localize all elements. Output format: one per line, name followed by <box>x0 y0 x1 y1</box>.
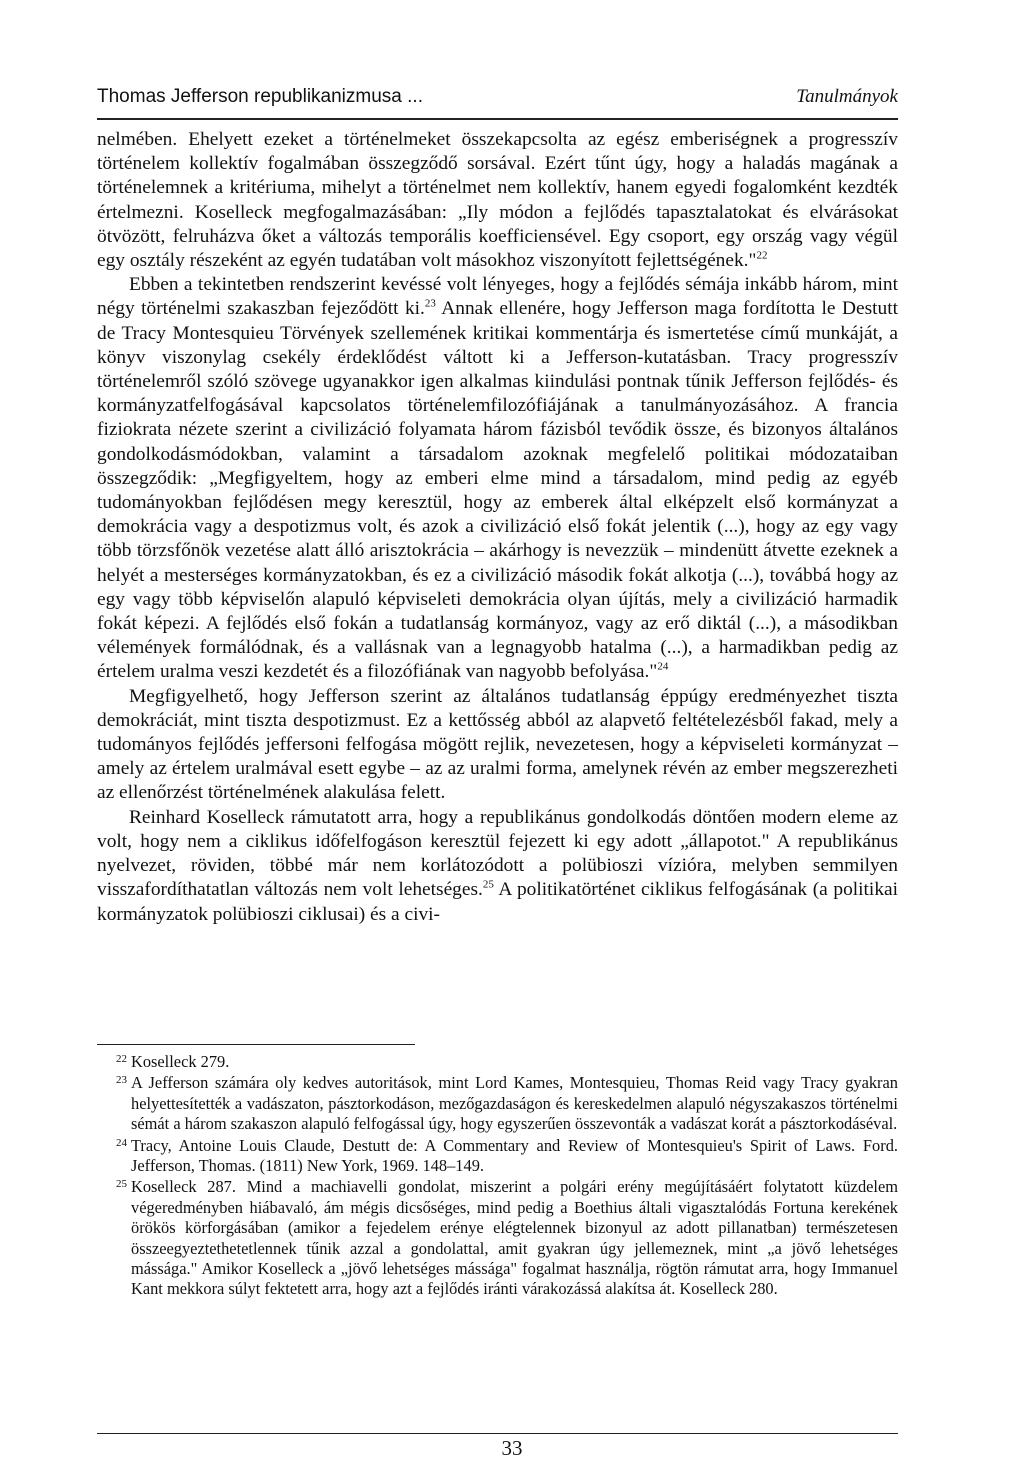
footnote-25 <box>97 1177 898 1299</box>
footnote-text: Tracy, Antoine Louis Claude, Destutt de: A Commentary and Review of Montesquieu's Spirit of Laws. Ford. Jefferson, Thomas. (1811) New York, 1969. 148–149. <box>131 1135 898 1176</box>
section-label: Tanulmányok <box>796 86 898 107</box>
footnote-22 <box>97 1052 898 1072</box>
footnote-text: Koselleck 287. Mind a machiavelli gondolat, miszerint a polgári erény megújításáért folytatott küzdelem végeredményben hiábavaló, ám mégis dicsőséges, mind pedig a Boethius általi vigasztalódás Fortuna kerekének örökös körforgásában (amikor a fejedelem erénye elégtelennek bizonyul az adott pillanatban) természetesen összeegyeztethetetlennek tűnik azzal a gondolattal, amit gyakran úgy jellemeznek, mint „a jövő lehetséges mássága." Amikor Koselleck a „jövő lehetséges mássága" fogalmat használja, rögtön rámutat arra, hogy Immanuel Kant mekkora súlyt fektetett arra, hogy azt a fejlődés iránti várakozássá alakítsa át. Koselleck 280. <box>131 1177 898 1299</box>
paragraph-4 <box>97 806 898 927</box>
paragraph-3: Megfigyelhető, hogy Jefferson szerint az általános tudatlanság éppúgy eredményezhet tiszta demokráciát, mint tiszta despotizmust. Ez a kettősség abból az alapvető feltételezésből fakad, mely a tudományos fejlődés jeffersoni felfogása mögött rejlik, nevezetesen, hogy a képviseleti kormányzat – amely az értelem uralmával esett egybe – az az uralmi forma, amelynek révén az ember megszerezheti az ellenőrzést történelmének alakulása felett. <box>97 685 898 804</box>
paragraph-1 <box>97 128 898 273</box>
footnote-number: 23 <box>116 1074 127 1087</box>
running-header <box>97 86 898 108</box>
footnote-number: 22 <box>116 1053 127 1065</box>
paragraph-2-text-b: Annak ellenére, hogy Jefferson maga fordította le Destutt de Tracy Montesquieu Törvények szellemének kritikai kommentárja és ismertetése című munkáját, a könyv viszonylag csekély érdeklődést váltott ki a Jefferson-kutatásban. Tracy progresszív történelemről szóló szövege ugyanakkor igen alkalmas kiindulási pontnak tűnik Jefferson fejlődés- és kormányzatfelfogásával kapcsolatos történelemfilozófiájának a tanulmányozásához. A francia fiziokrata nézete szerint a civilizáció folyamata három fázisból tevődik össze, és bizonyos általános gondolkodásmódokban, valamint a társadalom azoknak megfelelő politikai módozataiban összegződik: „Megfigyeltem, hogy az emberi elme mind a társadalom, mind pedig az egyéb tudományokban fejlődésen megy keresztül, hogy az emberek által elképzelt első kormányzat a demokrácia vagy a despotizmus volt, és azok a civilizáció első fokát jelentik (...), hogy az egy vagy több törzsfőnök vezetése alatt álló arisztokrácia – akárhogy is nevezzük – mindenütt átvette ezeknek a helyét a mesterséges kormányzatokban, és ez a civilizáció második fokát alkotja (...), továbbá hogy az egy vagy több képviselőn alapuló képviseleti demokrácia olyan újítás, mely a civilizáció harmadik fokát képezi. A fejlődés első fokán a tudatlanság kormányoz, vagy az erő diktál (...), a másodikban vélemények formálódnak, és a vallásnak van a legnagyobb hatalma (...), a harmadikban pedig az értelem uralma veszi kezdetét és a filozófiának van nagyobb befolyása." <box>97 298 898 683</box>
paragraph-2 <box>97 273 898 684</box>
footnote-ref-23: 23 <box>424 297 436 310</box>
footnote-ref-24: 24 <box>657 661 669 673</box>
paragraph-2-text-a: Ebben a tekintetben rendszerint kevéssé volt lényeges, hogy a fejlődés sémája inkább három, mint négy történelmi szakaszban fejeződött ki. <box>97 274 898 320</box>
running-title: Thomas Jefferson republikanizmusa ... <box>97 86 423 107</box>
footnote-24 <box>97 1136 898 1177</box>
paragraph-1-text: nelmében. Ehelyett ezeket a történelmeket összekapcsolta az egész emberiségnek a progresszív történelem kollektív fogalmában összegződő sorsával. Ezért tűnt úgy, hogy a haladás magának a történelemnek a kritériuma, mihelyt a történelmet nem kollektív, hanem egyedi fogalomként kezdték értelmezni. Koselleck megfogalmazásában: „Ily módon a fejlődés tapasztalatokat és elvárásokat ötvözött, felruházva őket a változás temporális koefficiensével. Egy csoport, egy ország vagy végül egy osztály részeként az egyén tudatában volt másokhoz viszonyított fejlettségének." <box>97 129 898 272</box>
paragraph-4-text-a: Reinhard Koselleck rámutatott arra, hogy a republikánus gondolkodás döntően modern eleme az volt, hogy nem a ciklikus időfelfogáson keresztül fejezett ki egy adott „állapotot." A republikánus nyelvezet, röviden, többé már nem korlátozódott a polübioszi vízióra, melyben semmilyen visszafordíthatatlan változás nem volt lehetséges. <box>97 806 898 901</box>
footnote-text: A Jefferson számára oly kedves autoritások, mint Lord Kames, Montesquieu, Thomas Reid vagy Tracy gyakran helyettesítették a vadászaton, pásztorkodáson, mezőgazdaságon és kereskedelmen alapuló négyszakaszos történelmi sémát a három szakaszon alapuló felfogással úgy, hogy egyszerűen összevonták a vadászat korát a pásztorkodáséval. <box>131 1073 898 1134</box>
footnote-number: 25 <box>116 1178 127 1191</box>
footnote-number: 24 <box>116 1136 127 1149</box>
footnote-ref-25: 25 <box>482 878 494 891</box>
paragraph-4-text-b: A politikatörténet ciklikus felfogásának (a politikai kormányzatok polübioszi ciklusai) és a civi- <box>97 879 899 925</box>
footnote-rule <box>97 1044 415 1045</box>
footnotes <box>97 1052 898 1301</box>
page-number: 33 <box>501 1436 523 1460</box>
footnote-text: Koselleck 279. <box>131 1052 230 1071</box>
main-text <box>97 128 898 927</box>
footnote-ref-22: 22 <box>756 249 768 262</box>
bottom-rule <box>97 1433 898 1434</box>
footnote-23 <box>97 1073 898 1134</box>
header-rule <box>97 118 898 120</box>
